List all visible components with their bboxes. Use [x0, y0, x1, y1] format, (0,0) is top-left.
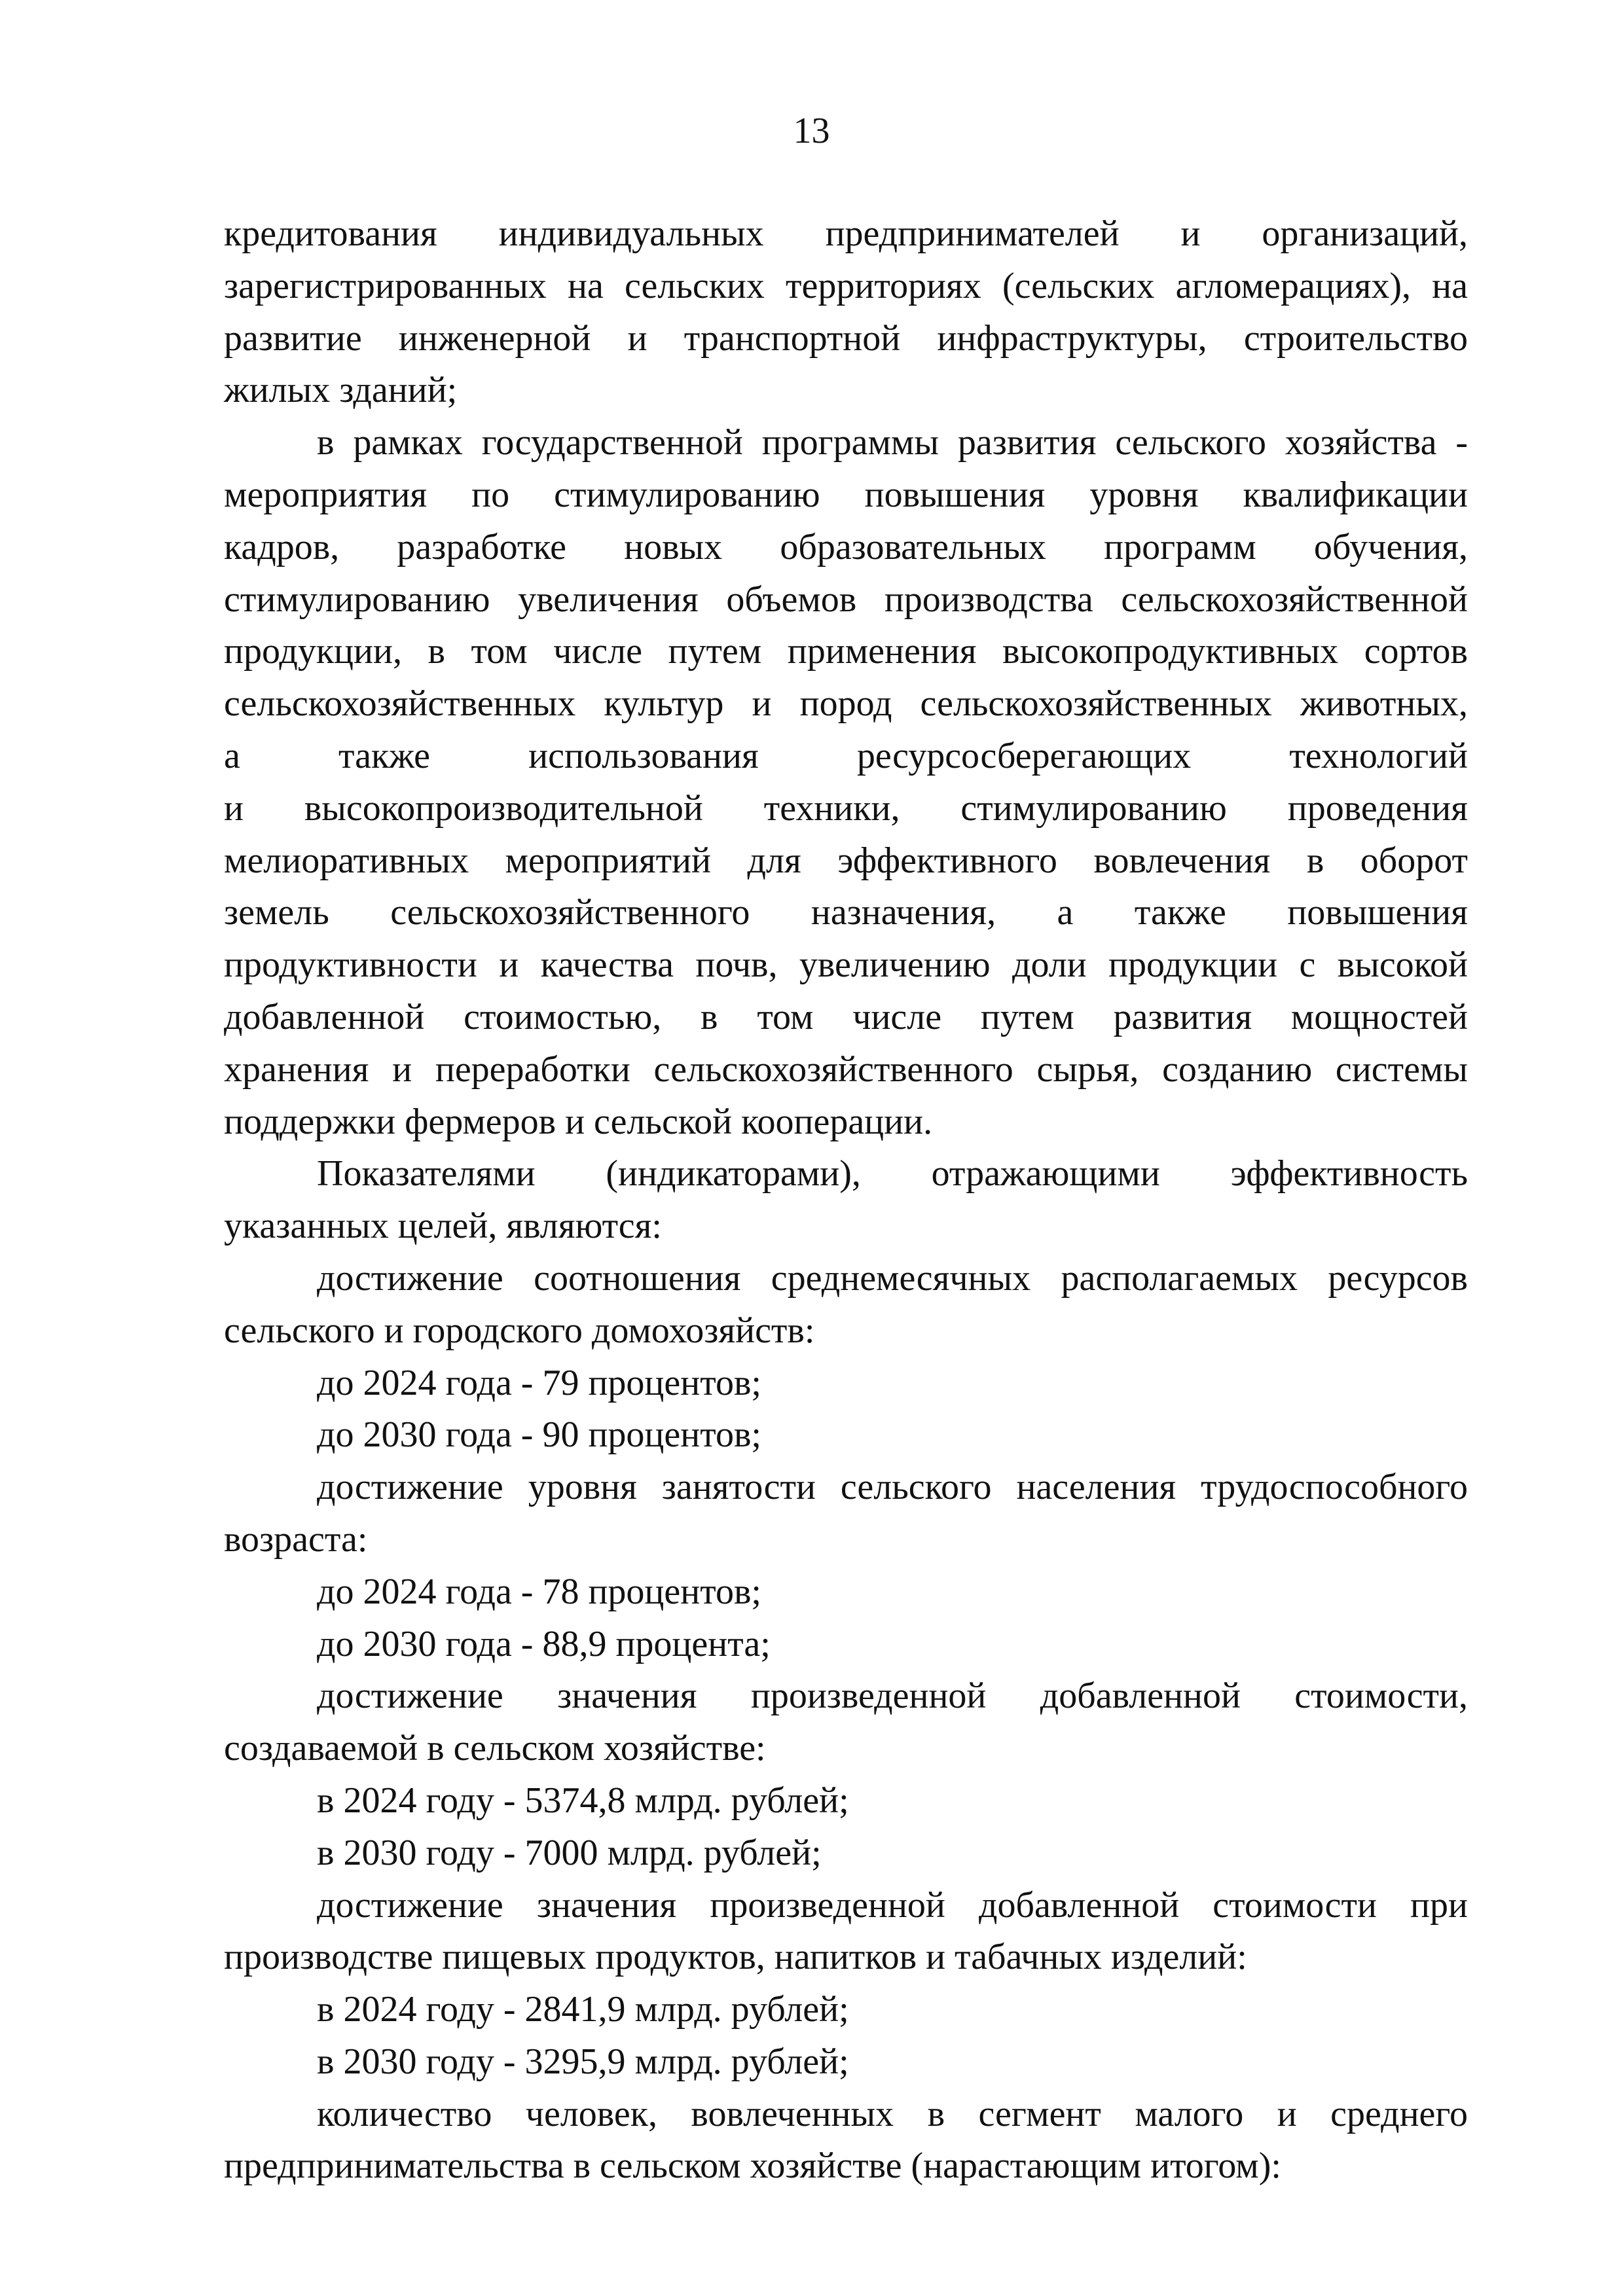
text-line: в 2030 году - 7000 млрд. рублей; [317, 1832, 822, 1873]
text-line: в 2030 году - 3295,9 млрд. рублей; [317, 2041, 849, 2082]
text-line: земель сельскохозяйственного назначения, а также повышения [224, 892, 1468, 933]
text-line: Показателями (индикаторами), отражающими эффективность [317, 1153, 1468, 1194]
text-line: создаваемой в сельском хозяйстве: [224, 1728, 766, 1769]
text-line: кредитования индивидуальных предпринимателей и организаций, [224, 213, 1468, 254]
text-line: добавленной стоимостью, в том числе путем развития мощностей [224, 996, 1468, 1037]
text-line: мелиоративных мероприятий для эффективного вовлечения в оборот [224, 840, 1468, 881]
text-line: развитие инженерной и транспортной инфраструктуры, строительство [224, 317, 1468, 359]
text-line: до 2030 года - 88,9 процента; [317, 1623, 771, 1664]
text-line: кадров, разработке новых образовательных программ обучения, [224, 526, 1468, 567]
text-line: в 2024 году - 2841,9 млрд. рублей; [317, 1989, 849, 2030]
text-line: до 2030 года - 90 процентов; [317, 1414, 761, 1456]
text-line: указанных целей, являются: [224, 1206, 662, 1247]
text-line: а также использования ресурсосберегающих технологий [224, 735, 1468, 776]
text-line: поддержки фермеров и сельской кооперации. [224, 1101, 933, 1142]
text-line: зарегистрированных на сельских территориях (сельских агломерациях), на [224, 265, 1468, 306]
text-line: производстве пищевых продуктов, напитков и табачных изделий: [224, 1937, 1247, 1978]
text-line: и высокопроизводительной техники, стимулированию проведения [224, 787, 1468, 829]
text-line: сельского и городского домохозяйств: [224, 1310, 815, 1351]
text-line: в рамках государственной программы развития сельского хозяйства - [317, 422, 1468, 463]
text-line: достижение значения произведенной добавленной стоимости при [317, 1884, 1468, 1926]
text-line: достижение соотношения среднемесячных располагаемых ресурсов [317, 1257, 1468, 1299]
text-line: продукции, в том числе путем применения высокопродуктивных сортов [224, 631, 1468, 672]
text-line: стимулированию увеличения объемов производства сельскохозяйственной [224, 579, 1468, 620]
text-line: жилых зданий; [224, 370, 458, 411]
text-line: достижение значения произведенной добавленной стоимости, [317, 1676, 1468, 1717]
text-line: мероприятия по стимулированию повышения уровня квалификации [224, 474, 1468, 515]
text-line: достижение уровня занятости сельского населения трудоспособного [317, 1467, 1468, 1508]
text-line: в 2024 году - 5374,8 млрд. рублей; [317, 1780, 849, 1821]
text-line: продуктивности и качества почв, увеличению доли продукции с высокой [224, 944, 1468, 986]
text-line: до 2024 года - 79 процентов; [317, 1362, 761, 1403]
text-line: сельскохозяйственных культур и пород сельскохозяйственных животных, [224, 683, 1468, 725]
text-line: до 2024 года - 78 процентов; [317, 1571, 761, 1612]
text-line: возраста: [224, 1518, 368, 1560]
text-line: количество человек, вовлеченных в сегмент малого и среднего [317, 2093, 1468, 2134]
document-body [224, 208, 1468, 2193]
page-number: 13 [793, 111, 830, 151]
text-line: хранения и переработки сельскохозяйственного сырья, созданию системы [224, 1049, 1468, 1090]
text-line: предпринимательства в сельском хозяйстве (нарастающим итогом): [224, 2145, 1281, 2187]
